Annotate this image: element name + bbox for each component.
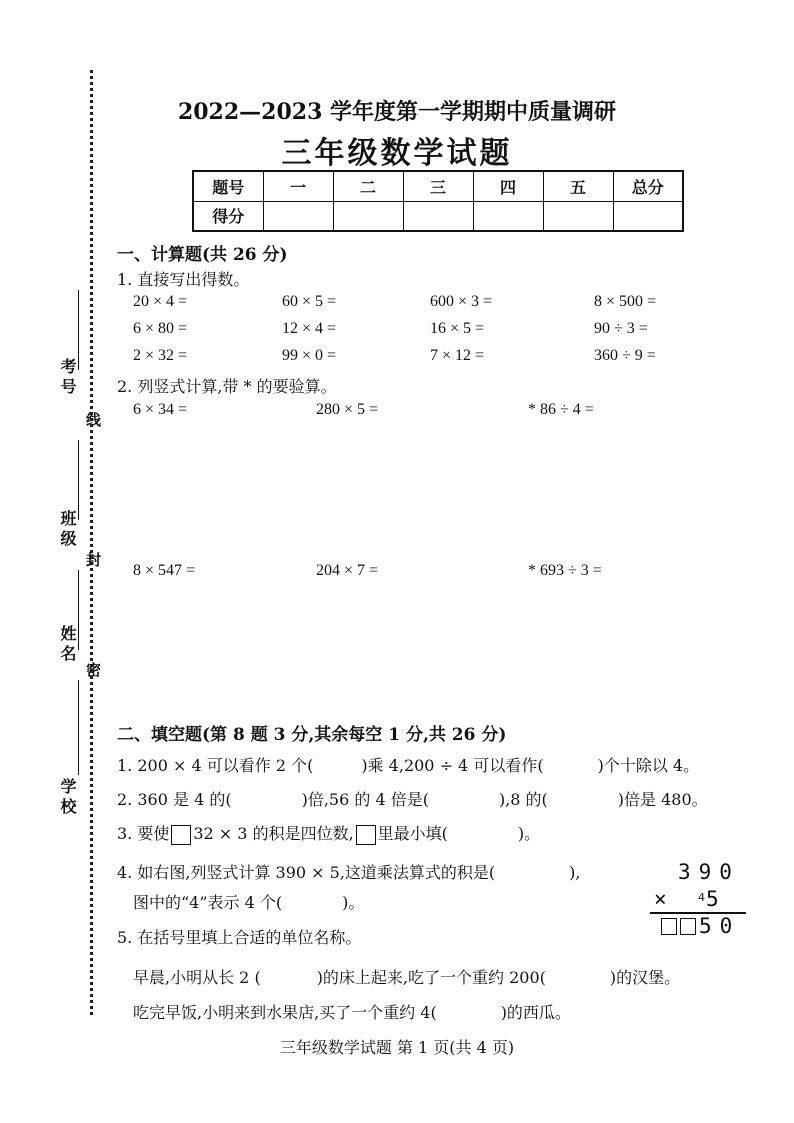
fill-q5-text: 吃完早饭,小明来到水果店,买了一个重约 4( bbox=[133, 1003, 437, 1022]
calc-item: 360 ÷ 9 = bbox=[594, 347, 656, 364]
vertical-calc-item: 6 × 34 = bbox=[133, 401, 188, 418]
fill-q5-line2 bbox=[133, 1000, 571, 1023]
calc-item: 2 × 32 = bbox=[133, 347, 188, 364]
result-digit-box[interactable] bbox=[680, 918, 696, 935]
exam-title: 2022—2023 学年度第一学期期中质量调研 bbox=[177, 99, 617, 125]
vcalc-result bbox=[661, 914, 740, 938]
calc-item: 8 × 500 = bbox=[594, 293, 657, 310]
fill-q4-line1 bbox=[117, 860, 580, 883]
fill-q5-text: )的西瓜。 bbox=[500, 1003, 571, 1022]
binding-dotted-line bbox=[90, 70, 93, 1015]
score-cell[interactable] bbox=[613, 201, 683, 231]
vertical-calc-item: 280 × 5 = bbox=[316, 401, 379, 418]
calc-item: 7 × 12 = bbox=[430, 347, 485, 364]
section1-heading: 一、计算题(共 26 分) bbox=[117, 245, 288, 265]
calc-item: 60 × 5 = bbox=[282, 293, 337, 310]
vcalc-small-digit: 4 bbox=[698, 891, 705, 904]
score-cell[interactable] bbox=[473, 201, 543, 231]
fill-q4-text: 4. 如右图,列竖式计算 390 × 5,这道乘法算式的积是( bbox=[117, 863, 496, 882]
fill-q1-text: )个十除以 4。 bbox=[597, 756, 700, 775]
vcalc-second-number: 5 bbox=[706, 887, 727, 911]
digit-box[interactable] bbox=[356, 825, 376, 845]
score-col-1: 一 bbox=[263, 171, 333, 201]
vertical-calc-item: * 86 ÷ 4 = bbox=[528, 401, 594, 418]
field-label-xingming: 姓名 bbox=[58, 625, 77, 665]
fill-q5-text: 早晨,小明从长 2 ( bbox=[133, 968, 261, 987]
vertical-calc-item: 8 × 547 = bbox=[133, 562, 196, 579]
score-row-header: 题号 bbox=[193, 171, 263, 201]
fill-q1-text: )乘 4,200 ÷ 4 可以看作( bbox=[361, 756, 544, 775]
vertical-calc-item: * 693 ÷ 3 = bbox=[528, 562, 602, 579]
calc-item: 20 × 4 = bbox=[133, 293, 188, 310]
score-col-4: 四 bbox=[473, 171, 543, 201]
fill-q5-text: )的床上起来,吃了一个重约 200( bbox=[316, 968, 546, 987]
fill-q3-text: 3. 要使 bbox=[117, 824, 170, 843]
score-cell[interactable] bbox=[333, 201, 403, 231]
fill-q3-text: 32 × 3 的积是四位数, bbox=[193, 824, 354, 843]
field-label-banji: 班级 bbox=[58, 510, 77, 550]
fill-q5-text: )的汉堡。 bbox=[609, 968, 681, 987]
seal-char-xian: 线 bbox=[84, 412, 102, 427]
fill-q3 bbox=[117, 821, 540, 845]
exam-subtitle: 三年级数学试题 bbox=[281, 136, 513, 171]
score-col-3: 三 bbox=[403, 171, 473, 201]
score-cell[interactable] bbox=[543, 201, 613, 231]
fill-q1 bbox=[117, 753, 699, 776]
vcalc-top-number: 390 bbox=[678, 860, 740, 884]
calc-item: 16 × 5 = bbox=[430, 320, 485, 337]
fill-q4-text: ), bbox=[569, 863, 581, 882]
score-cell[interactable] bbox=[403, 201, 473, 231]
calc-item: 90 ÷ 3 = bbox=[594, 320, 648, 337]
section1-q2-label: 2. 列竖式计算,带 * 的要验算。 bbox=[117, 377, 337, 396]
seal-char-mi: 密 bbox=[84, 662, 102, 677]
score-cell[interactable] bbox=[263, 201, 333, 231]
score-col-2: 二 bbox=[333, 171, 403, 201]
vcalc-result-tail: 50 bbox=[699, 914, 741, 938]
field-underline-xuexiao bbox=[78, 680, 79, 775]
score-table bbox=[192, 170, 684, 232]
section2-heading: 二、填空题(第 8 题 3 分,其余每空 1 分,共 26 分) bbox=[117, 725, 507, 745]
calc-item: 600 × 3 = bbox=[430, 293, 493, 310]
calc-item: 12 × 4 = bbox=[282, 320, 337, 337]
fill-q4-text: 图中的“4”表示 4 个( bbox=[133, 893, 283, 912]
fill-q2-text: 2. 360 是 4 的( bbox=[117, 790, 232, 809]
fill-q4-line2 bbox=[133, 890, 364, 913]
field-label-xuexiao: 学校 bbox=[58, 778, 77, 818]
fill-q2-text: ),8 的( bbox=[498, 790, 548, 809]
field-underline-banji bbox=[78, 440, 79, 520]
score-table-header-row bbox=[193, 171, 683, 201]
fill-q5-line1 bbox=[133, 965, 680, 988]
fill-q3-text: )。 bbox=[517, 824, 541, 843]
field-label-kaohao: 考号 bbox=[58, 358, 77, 398]
seal-char-feng: 封 bbox=[84, 552, 102, 567]
fill-q4-text: )。 bbox=[342, 893, 365, 912]
score-col-total: 总分 bbox=[613, 171, 683, 201]
result-digit-box[interactable] bbox=[661, 918, 677, 935]
score-row-header: 得分 bbox=[193, 201, 263, 231]
vertical-calc-item: 204 × 7 = bbox=[316, 562, 379, 579]
calc-item: 99 × 0 = bbox=[282, 347, 337, 364]
fill-q5-label: 5. 在括号里填上合适的单位名称。 bbox=[117, 928, 362, 947]
score-col-5: 五 bbox=[543, 171, 613, 201]
fill-q3-text: 里最小填( bbox=[377, 824, 448, 843]
fill-q2-text: )倍是 480。 bbox=[617, 790, 708, 809]
section1-q1-label: 1. 直接写出得数。 bbox=[117, 270, 250, 289]
fill-q1-text: 1. 200 × 4 可以看作 2 个( bbox=[117, 756, 314, 775]
fill-q2-text: )倍,56 的 4 倍是( bbox=[301, 790, 429, 809]
page-footer: 三年级数学试题 第 1 页(共 4 页) bbox=[279, 1038, 515, 1057]
vcalc-operator: × bbox=[654, 887, 675, 911]
calc-item: 6 × 80 = bbox=[133, 320, 188, 337]
digit-box[interactable] bbox=[171, 825, 191, 845]
fill-q2 bbox=[117, 787, 708, 810]
score-table-score-row bbox=[193, 201, 683, 231]
